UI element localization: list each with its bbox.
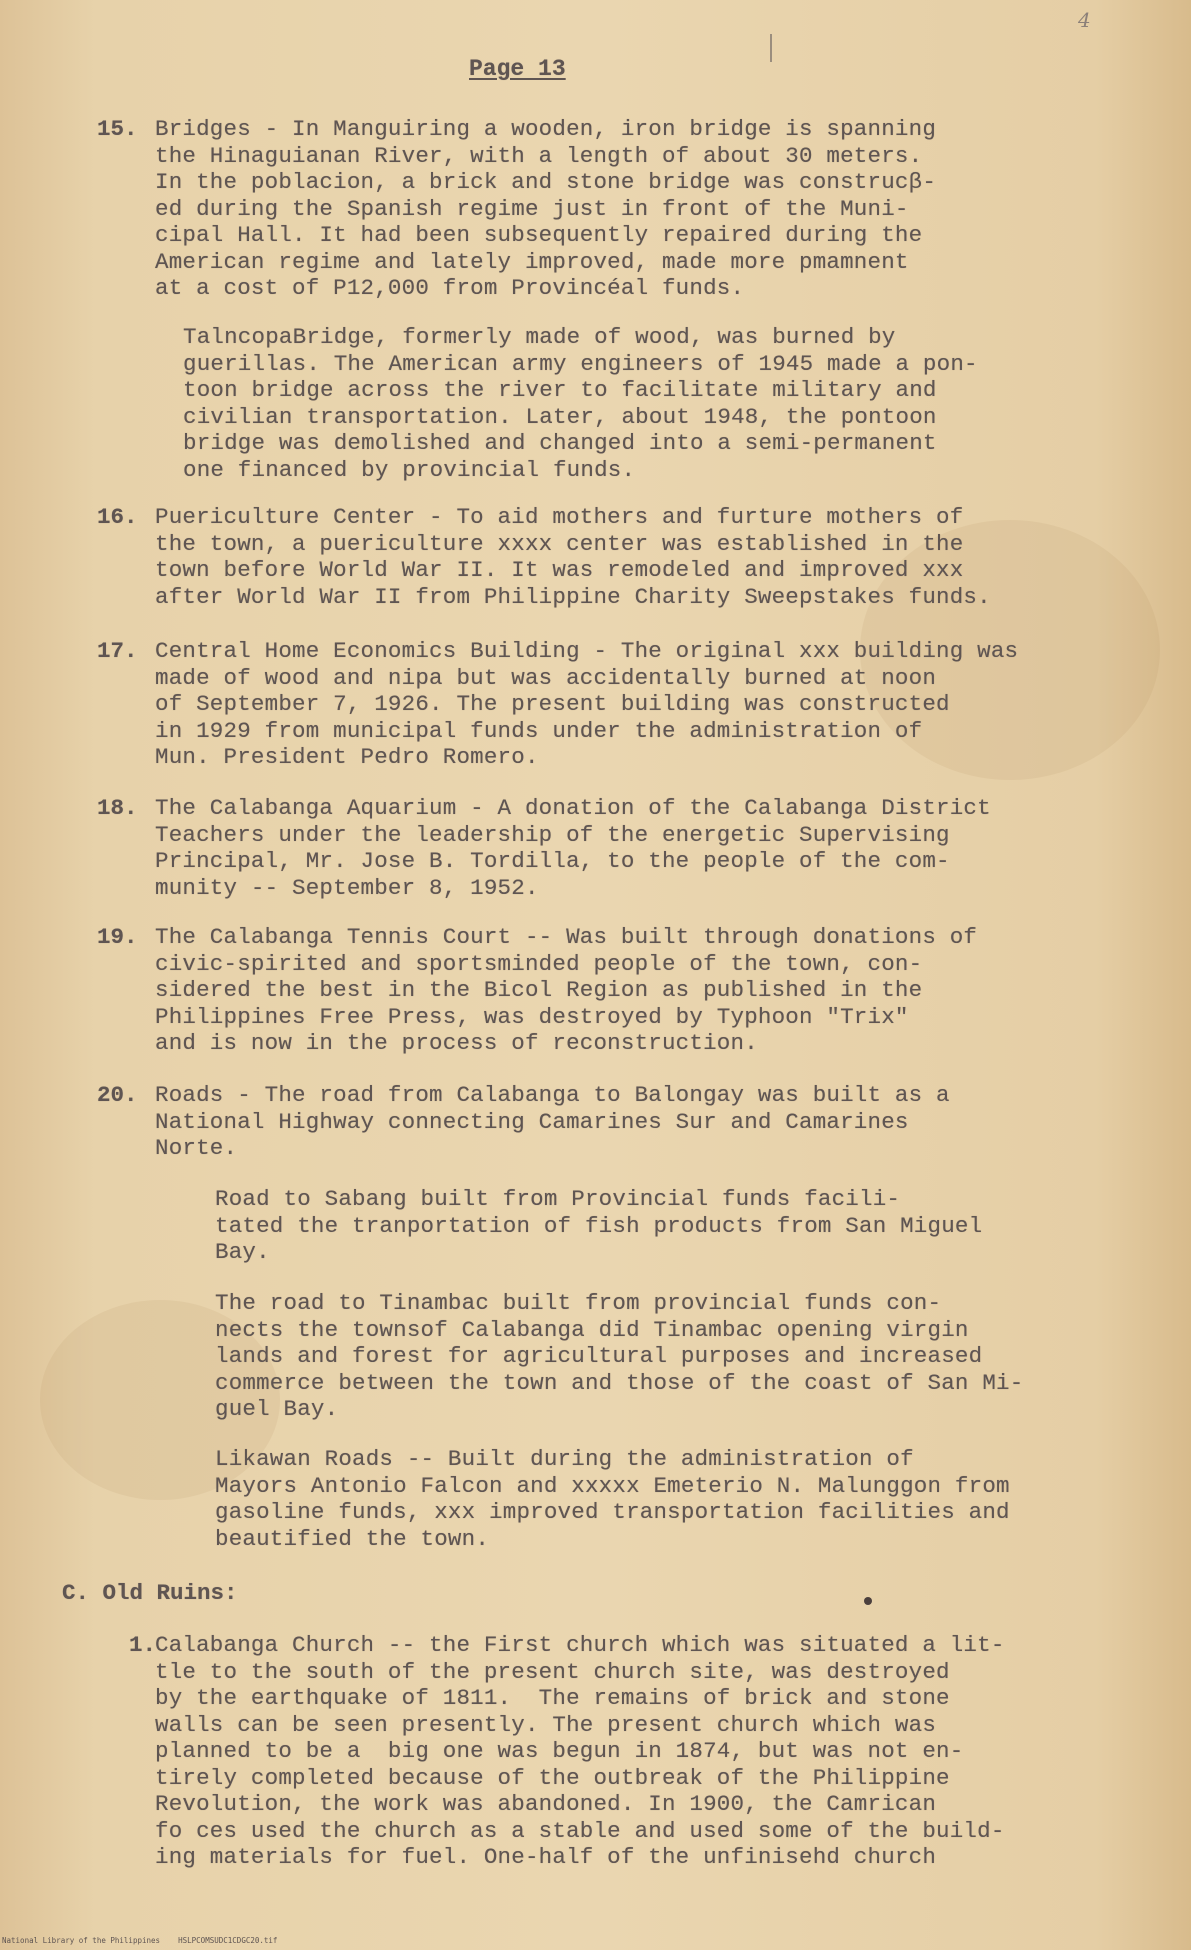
item-number: 19. — [97, 924, 138, 950]
ink-dot — [864, 1597, 872, 1605]
section-heading: C. Old Ruins: — [62, 1580, 238, 1606]
item-19-paragraph: The Calabanga Tennis Court -- Was built through donations of civic-spirited and sportsminded people of the town, con- sidered the best in the Bicol Region as published in the Philippines Free Press, was destroyed by Typhoon "Trix" and is now in the process of reconstruction. — [155, 924, 978, 1056]
item-number: 15. — [97, 116, 138, 142]
item-number: 16. — [97, 504, 138, 530]
old-ruins-item-1-paragraph: Calabanga Church -- the First church which was situated a lit- tle to the south of the present church site, was destroyed by the earthquake of 1811. The remains of brick and stone walls can be seen presently. The present church which was planned to be a big one was begun in 1874, but was not en- tirely completed because of the outbreak of the Philippine Revolution, the work was abandoned. In 1900, the Camrican fo ces used the church as a stable and used some of the build- ing materials for fuel. One-half of the unfinisehd church — [155, 1632, 1005, 1870]
corner-mark: 4 — [1078, 8, 1091, 32]
item-15-paragraph-2: TalncopaBridge, formerly made of wood, was burned by guerillas. The American army engineers of 1945 made a pon- toon bridge across the river to facilitate military and civilian transportation. Later, about 1948, the pontoon bridge was demolished and changed into a semi-permanent one financed by provincial funds. — [183, 324, 978, 483]
item-18-paragraph: The Calabanga Aquarium - A donation of the Calabanga District Teachers under the leadership of the energetic Supervising Principal, Mr. Jose B. Tordilla, to the people of the com- munity -- September 8, 1952. — [155, 795, 991, 901]
item-number: 17. — [97, 638, 138, 664]
page-number: Page 13 — [469, 56, 566, 82]
item-number: 1. — [129, 1632, 157, 1658]
archive-footer: National Library of the Philippines HSLPCOMSUDC1CDGC20.tif — [2, 1936, 278, 1945]
item-17-paragraph: Central Home Economics Building - The original xxx building was made of wood and nipa but was accidentally burned at noon of September 7, 1926. The present building was constructed in 1929 from municipal funds under the administration of Mun. President Pedro Romero. — [155, 638, 1019, 770]
item-number: 20. — [97, 1082, 138, 1108]
item-20-paragraph-3: The road to Tinambac built from provincial funds con- nects the townsof Calabanga did Tinambac opening virgin lands and forest for agricultural purposes and increased commerce between the town and those of the coast of San Mi- guel Bay. — [215, 1290, 1024, 1422]
item-20-paragraph-1: Roads - The road from Calabanga to Balongay was built as a National Highway connecting Camarines Sur and Camarines Norte. — [155, 1082, 950, 1161]
item-number: 18. — [97, 795, 138, 821]
item-20-paragraph-2: Road to Sabang built from Provincial funds facili- tated the tranportation of fish products from San Miguel Bay. — [215, 1186, 983, 1265]
pencil-tick-mark — [770, 34, 772, 62]
item-15-paragraph-1: Bridges - In Manguiring a wooden, iron bridge is spanning the Hinaguianan River, with a length of about 30 meters. In the poblacion, a brick and stone bridge was construcβ- ed during the Spanish regime just in front of the Muni- cipal Hall. It had been subsequently repaired during the American regime and lately improved, made more pmamnent at a cost of P12,000 from Provincéal funds. — [155, 116, 937, 301]
item-16-paragraph: Puericulture Center - To aid mothers and furture mothers of the town, a puericulture xxxx center was established in the town before World War II. It was remodeled and improved xxx after World War II from Philippine Charity Sweepstakes funds. — [155, 504, 991, 610]
item-20-paragraph-4: Likawan Roads -- Built during the administration of Mayors Antonio Falcon and xxxxx Emeterio N. Malunggon from gasoline funds, xxx improved transportation facilities and beautified the town. — [215, 1446, 1010, 1552]
